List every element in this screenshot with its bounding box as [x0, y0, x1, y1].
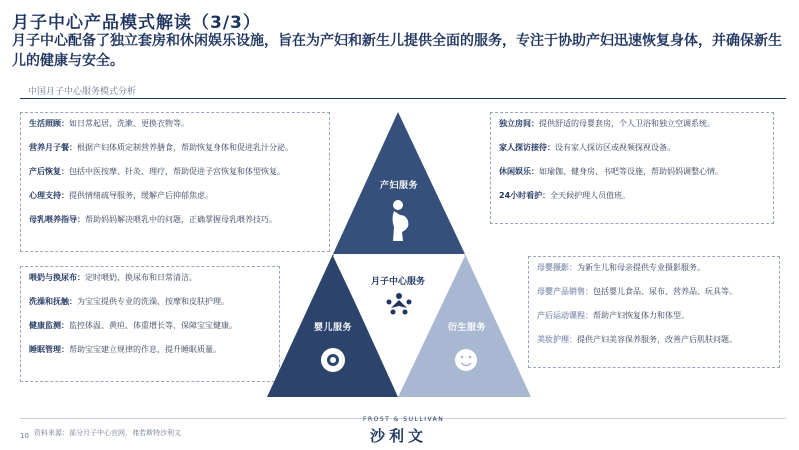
baby-icon [321, 348, 345, 372]
page-title: 月子中心产品模式解读（3/3） [12, 13, 261, 33]
list-item: 家人探访接待：设有家人探访区或视频探视设备。 [499, 143, 675, 152]
smile-icon [455, 349, 477, 371]
list-item: 睡眠管理：帮助宝宝建立规律的作息，提升睡眠质量。 [29, 345, 221, 354]
page-number: 10 [20, 432, 29, 440]
derivative-services-label: 衍生服务 [448, 323, 487, 333]
list-item: 洗澡和抚触：为宝宝提供专业的洗澡、按摩和皮肤护理。 [29, 297, 229, 306]
list-item: 母婴摄影：为新生儿和母亲提供专业摄影服务。 [537, 263, 705, 272]
list-item: 营养月子餐：根据产妇体质定制营养膳食，帮助恢复身体和促进乳汁分泌。 [29, 143, 293, 152]
list-item: 喂奶与换尿布：定时喂奶，换尿布和日常清洁。 [29, 273, 197, 282]
list-item: 24小时看护：全天候护理人员值班。 [499, 191, 631, 200]
list-item: 美妆护理：提供产妇美容保养服务，改善产后肌肤问题。 [537, 335, 737, 344]
section-label: 中国月子中心服务模式分析 [28, 87, 137, 97]
list-item: 健康监测：监控体温、黄疸、体重增长等，保障宝宝健康。 [29, 321, 237, 330]
list-item: 产后运动课程：帮助产妇恢复体力和体型。 [537, 311, 689, 320]
list-item: 母乳喂养指导：帮助妈妈解决喂乳中的问题，正确掌握母乳喂养技巧。 [29, 215, 277, 224]
brand-english: FROST & SULLIVAN [363, 416, 445, 423]
source-note: 资料来源：部分月子中心官网，弗若斯特沙利文 [34, 429, 181, 437]
list-item: 休闲娱乐：如瑜伽、健身房、书吧等设施，帮助妈妈调整心情。 [499, 167, 723, 176]
page-subtitle: 月子中心配备了独立套房和休闲娱乐设施，旨在为产妇和新生儿提供全面的服务，专注于协助产妇迅速恢复身体，并确保新生儿的健康与安全。 [12, 33, 782, 69]
list-item: 产后恢复：包括中医按摩、针灸、理疗，帮助促进子宫恢复和体型恢复。 [29, 167, 285, 176]
center-services-label: 月子中心服务 [371, 277, 426, 287]
list-item: 母婴产品销售：包括婴儿食品、尿布、营养品、玩具等。 [537, 287, 737, 296]
list-item: 生活照顾：如日常起居、洗漱、更换衣物等。 [29, 119, 189, 128]
infant-services-label: 婴儿服务 [314, 323, 353, 333]
brand-logo: 沙利文 [370, 427, 428, 445]
list-item: 独立房间：提供舒适的母婴套房，个人卫浴和独立空调系统。 [499, 119, 715, 128]
list-item: 心理支持：提供情绪疏导服务，缓解产后抑郁焦虑。 [29, 191, 213, 200]
maternal-services-label: 产妇服务 [380, 181, 419, 191]
